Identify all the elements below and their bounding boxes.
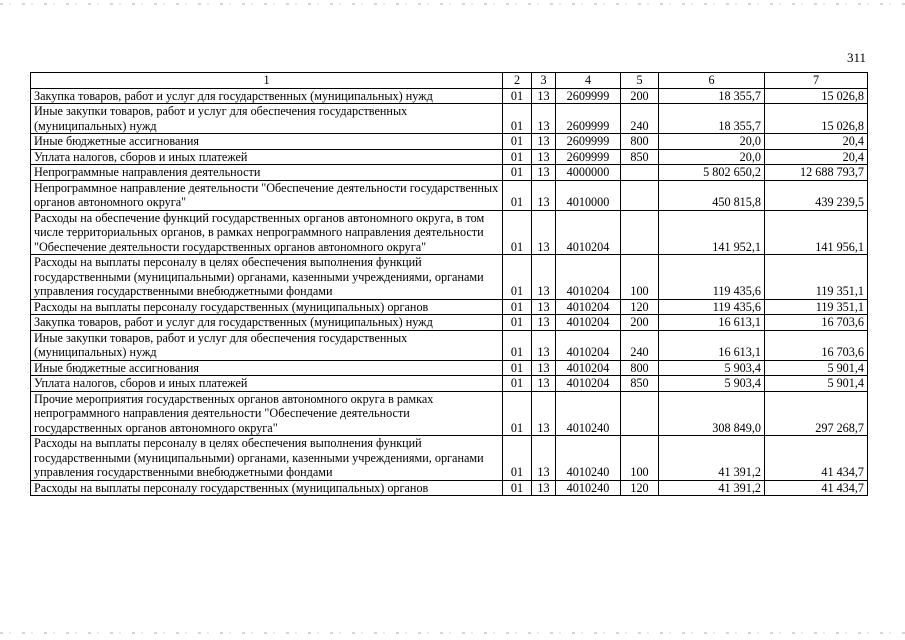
header-col-4: 4 <box>556 73 621 89</box>
row-target-article: 4010240 <box>556 480 621 496</box>
row-subsection: 13 <box>532 315 556 331</box>
row-expense-type: 850 <box>621 149 659 165</box>
row-target-article: 4010204 <box>556 299 621 315</box>
row-target-article: 4010204 <box>556 330 621 360</box>
row-subsection: 13 <box>532 104 556 134</box>
row-amount-2: 119 351,1 <box>765 299 868 315</box>
row-target-article: 4010204 <box>556 255 621 300</box>
row-subsection: 13 <box>532 480 556 496</box>
row-expense-type <box>621 210 659 255</box>
scan-edge-noise-top <box>0 3 905 5</box>
row-expense-type: 120 <box>621 480 659 496</box>
row-expense-type: 800 <box>621 360 659 376</box>
row-section: 01 <box>503 299 532 315</box>
row-target-article: 4010240 <box>556 436 621 481</box>
row-name: Уплата налогов, сборов и иных платежей <box>31 376 503 392</box>
row-amount-1: 16 613,1 <box>659 315 765 331</box>
row-target-article: 4010204 <box>556 210 621 255</box>
table-row <box>31 255 868 300</box>
table-row <box>31 149 868 165</box>
table-row <box>31 480 868 496</box>
row-expense-type: 120 <box>621 299 659 315</box>
row-name: Иные бюджетные ассигнования <box>31 134 503 150</box>
row-name: Уплата налогов, сборов и иных платежей <box>31 149 503 165</box>
scan-edge-noise-bottom <box>0 632 905 634</box>
table-row <box>31 391 868 436</box>
row-amount-2: 15 026,8 <box>765 88 868 104</box>
row-amount-2: 41 434,7 <box>765 436 868 481</box>
row-target-article: 2609999 <box>556 149 621 165</box>
table-row <box>31 134 868 150</box>
row-section: 01 <box>503 436 532 481</box>
table-row <box>31 315 868 331</box>
row-expense-type <box>621 180 659 210</box>
row-amount-1: 450 815,8 <box>659 180 765 210</box>
table-row <box>31 210 868 255</box>
row-name: Иные закупки товаров, работ и услуг для обеспечения государственных (муниципальных) нужд <box>31 104 503 134</box>
row-section: 01 <box>503 255 532 300</box>
table-row <box>31 88 868 104</box>
row-name: Расходы на выплаты персоналу государственных (муниципальных) органов <box>31 480 503 496</box>
row-target-article: 4010204 <box>556 315 621 331</box>
row-expense-type <box>621 391 659 436</box>
table-row <box>31 360 868 376</box>
row-subsection: 13 <box>532 436 556 481</box>
row-name: Непрограммные направления деятельности <box>31 165 503 181</box>
budget-table <box>30 72 868 496</box>
row-section: 01 <box>503 134 532 150</box>
row-amount-1: 16 613,1 <box>659 330 765 360</box>
row-section: 01 <box>503 180 532 210</box>
page-number: 311 <box>846 50 866 65</box>
row-target-article: 4010204 <box>556 376 621 392</box>
row-target-article: 4000000 <box>556 165 621 181</box>
row-expense-type: 850 <box>621 376 659 392</box>
row-amount-2: 141 956,1 <box>765 210 868 255</box>
row-expense-type: 100 <box>621 436 659 481</box>
row-name: Расходы на выплаты персоналу в целях обеспечения выполнения функций государственными (муниципальными) органами, казенными учреждениями, органами управления государственными внебюджетными фондами <box>31 436 503 481</box>
table-row <box>31 165 868 181</box>
row-amount-1: 5 903,4 <box>659 376 765 392</box>
table-row <box>31 180 868 210</box>
row-name: Иные закупки товаров, работ и услуг для обеспечения государственных (муниципальных) нужд <box>31 330 503 360</box>
row-name: Закупка товаров, работ и услуг для государственных (муниципальных) нужд <box>31 315 503 331</box>
row-amount-2: 20,4 <box>765 149 868 165</box>
header-col-3: 3 <box>532 73 556 89</box>
row-amount-1: 119 435,6 <box>659 255 765 300</box>
table-row <box>31 376 868 392</box>
row-amount-2: 12 688 793,7 <box>765 165 868 181</box>
row-amount-1: 18 355,7 <box>659 88 765 104</box>
row-subsection: 13 <box>532 165 556 181</box>
row-expense-type: 200 <box>621 88 659 104</box>
row-section: 01 <box>503 165 532 181</box>
header-col-7: 7 <box>765 73 868 89</box>
header-col-6: 6 <box>659 73 765 89</box>
row-amount-1: 20,0 <box>659 149 765 165</box>
row-expense-type: 240 <box>621 104 659 134</box>
row-amount-1: 41 391,2 <box>659 436 765 481</box>
row-amount-1: 18 355,7 <box>659 104 765 134</box>
row-subsection: 13 <box>532 180 556 210</box>
row-amount-2: 16 703,6 <box>765 330 868 360</box>
row-subsection: 13 <box>532 255 556 300</box>
row-target-article: 2609999 <box>556 88 621 104</box>
row-target-article: 2609999 <box>556 134 621 150</box>
header-col-5: 5 <box>621 73 659 89</box>
row-subsection: 13 <box>532 330 556 360</box>
row-expense-type <box>621 165 659 181</box>
row-section: 01 <box>503 391 532 436</box>
row-target-article: 2609999 <box>556 104 621 134</box>
table-row <box>31 436 868 481</box>
row-amount-2: 16 703,6 <box>765 315 868 331</box>
row-subsection: 13 <box>532 376 556 392</box>
row-amount-2: 20,4 <box>765 134 868 150</box>
row-name: Закупка товаров, работ и услуг для государственных (муниципальных) нужд <box>31 88 503 104</box>
row-amount-2: 439 239,5 <box>765 180 868 210</box>
row-amount-1: 5 903,4 <box>659 360 765 376</box>
row-section: 01 <box>503 330 532 360</box>
table-row <box>31 299 868 315</box>
row-subsection: 13 <box>532 391 556 436</box>
row-amount-1: 41 391,2 <box>659 480 765 496</box>
table-body <box>31 88 868 496</box>
row-subsection: 13 <box>532 299 556 315</box>
row-expense-type: 200 <box>621 315 659 331</box>
row-subsection: 13 <box>532 360 556 376</box>
row-amount-1: 119 435,6 <box>659 299 765 315</box>
row-target-article: 4010000 <box>556 180 621 210</box>
row-section: 01 <box>503 149 532 165</box>
row-name: Расходы на обеспечение функций государственных органов автономного округа, в том числе территориальных органов, в рамках непрограммного направления деятельности "Обеспечение деятельности государственных органов автономного округа" <box>31 210 503 255</box>
row-amount-1: 141 952,1 <box>659 210 765 255</box>
row-name: Иные бюджетные ассигнования <box>31 360 503 376</box>
row-subsection: 13 <box>532 210 556 255</box>
row-expense-type: 240 <box>621 330 659 360</box>
row-amount-1: 308 849,0 <box>659 391 765 436</box>
row-expense-type: 100 <box>621 255 659 300</box>
row-section: 01 <box>503 360 532 376</box>
row-target-article: 4010240 <box>556 391 621 436</box>
row-section: 01 <box>503 104 532 134</box>
row-section: 01 <box>503 480 532 496</box>
row-name: Прочие мероприятия государственных органов автономного округа в рамках непрограммного направления деятельности "Обеспечение деятельности государственных органов автономного округа" <box>31 391 503 436</box>
row-name: Непрограммное направление деятельности "Обеспечение деятельности государственных органов автономного округа" <box>31 180 503 210</box>
row-amount-1: 5 802 650,2 <box>659 165 765 181</box>
row-section: 01 <box>503 315 532 331</box>
row-amount-2: 119 351,1 <box>765 255 868 300</box>
header-col-2: 2 <box>503 73 532 89</box>
row-expense-type: 800 <box>621 134 659 150</box>
table-row <box>31 330 868 360</box>
header-row <box>31 73 868 89</box>
row-section: 01 <box>503 376 532 392</box>
row-section: 01 <box>503 210 532 255</box>
row-target-article: 4010204 <box>556 360 621 376</box>
row-subsection: 13 <box>532 149 556 165</box>
row-name: Расходы на выплаты персоналу государственных (муниципальных) органов <box>31 299 503 315</box>
row-amount-1: 20,0 <box>659 134 765 150</box>
header-col-1: 1 <box>31 73 503 89</box>
row-amount-2: 41 434,7 <box>765 480 868 496</box>
row-name: Расходы на выплаты персоналу в целях обеспечения выполнения функций государственными (муниципальными) органами, казенными учреждениями, органами управления государственными внебюджетными фондами <box>31 255 503 300</box>
row-subsection: 13 <box>532 134 556 150</box>
row-amount-2: 5 901,4 <box>765 376 868 392</box>
table-row <box>31 104 868 134</box>
row-section: 01 <box>503 88 532 104</box>
row-amount-2: 5 901,4 <box>765 360 868 376</box>
row-amount-2: 15 026,8 <box>765 104 868 134</box>
row-subsection: 13 <box>532 88 556 104</box>
row-amount-2: 297 268,7 <box>765 391 868 436</box>
